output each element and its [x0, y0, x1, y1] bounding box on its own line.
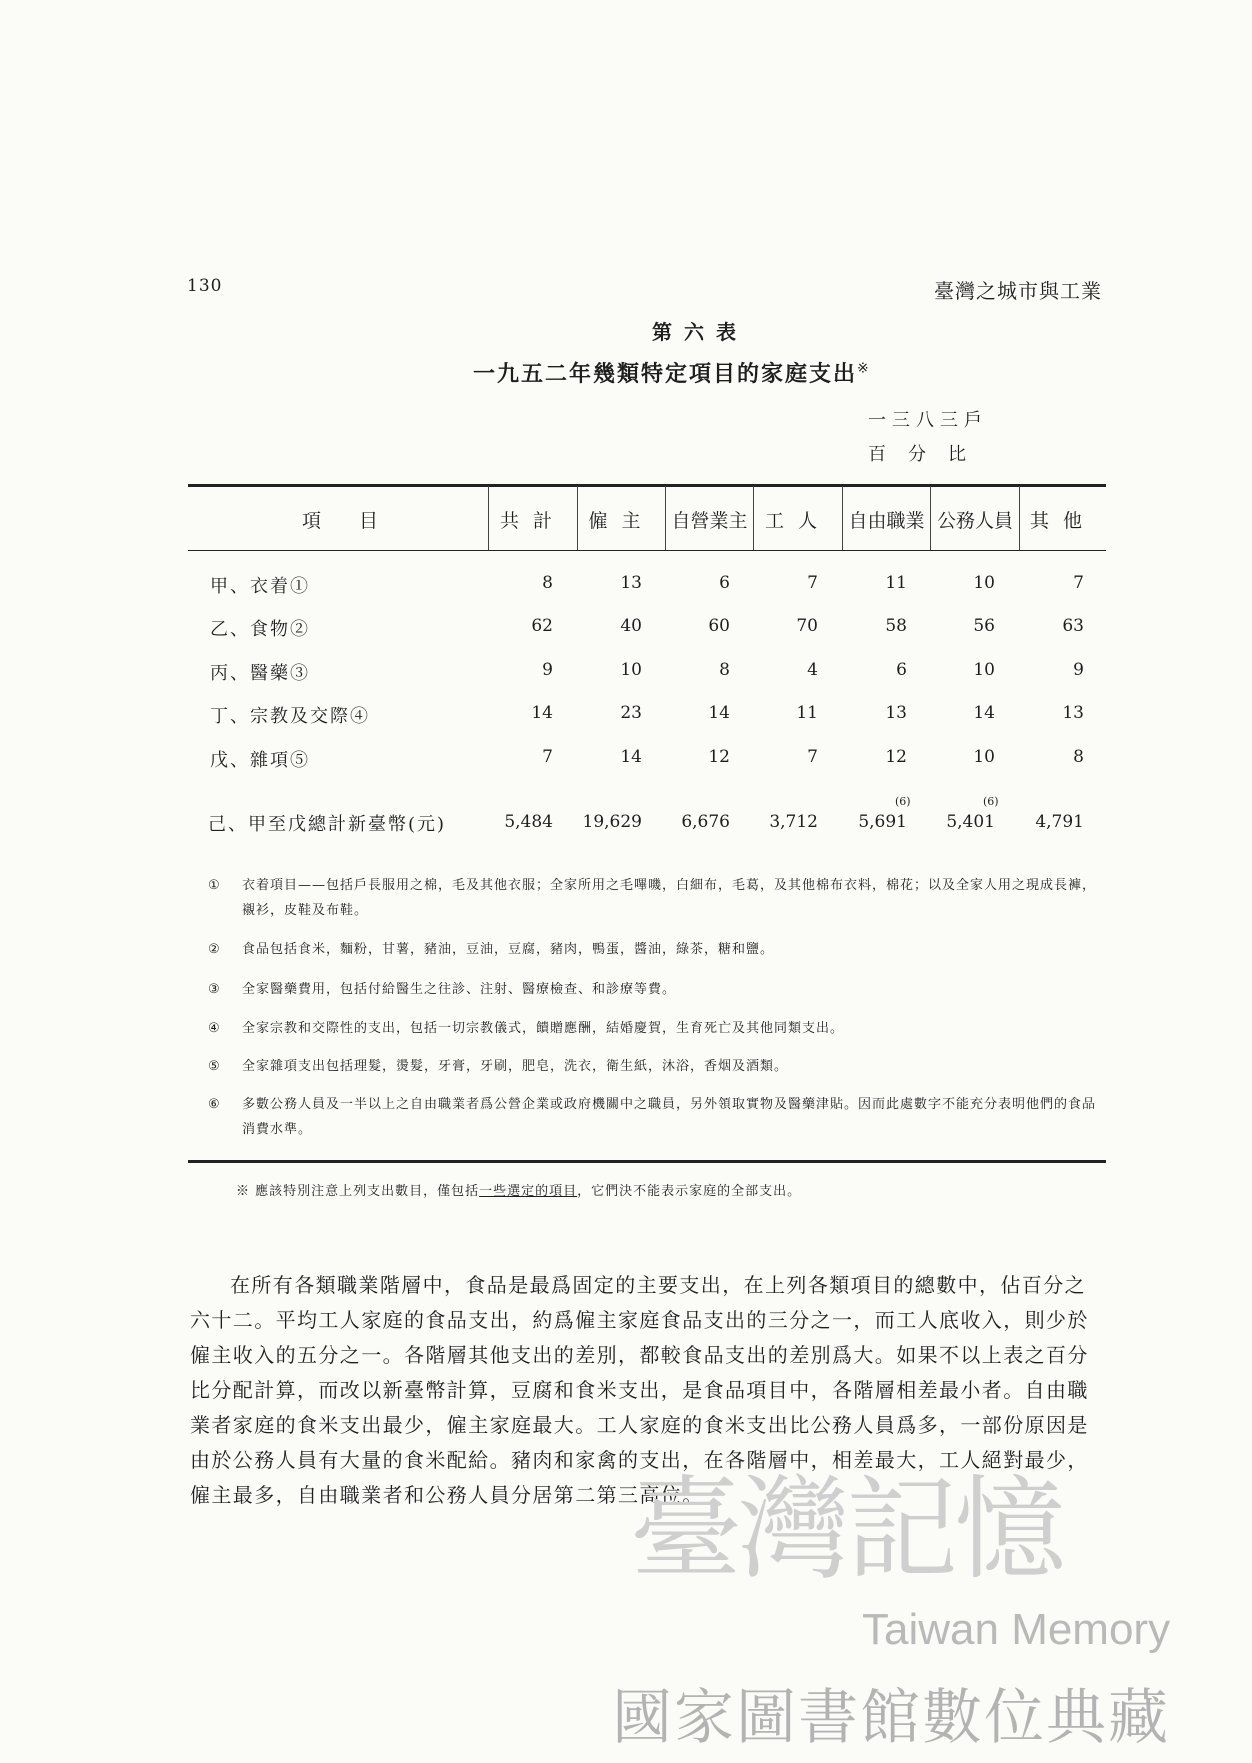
- row-label-religion-social: 丁、宗教及交際④: [210, 706, 370, 727]
- table-cell: 7: [1073, 573, 1084, 593]
- row-label-clothing: 甲、衣着①: [210, 576, 310, 597]
- table-note: [208, 937, 1098, 962]
- note-marker: ②: [208, 942, 220, 957]
- header-professionals: 自由職業: [848, 510, 925, 532]
- table-cell: 19,629: [582, 812, 642, 832]
- table-cell: 3,712: [769, 812, 818, 832]
- body-paragraph: 在所有各類職業階層中，食品是最爲固定的主要支出，在上列各類項目的總數中，佔百分之六十二。平均工人家庭的食品支出，約爲僱主家庭食品支出的三分之一，而工人底收入，則少於僱主收入的五分之一。各階層其他支出的差別，都較食品支出的差別爲大。如果不以上表之百分比分配計算，而改以新臺幣計算，豆腐和食米支出，是食品項目中，各階層相差最小者。自由職業者家庭的食米支出最少，僱主家庭最大。工人家庭的食米支出比公務人員爲多，一部份原因是由於公務人員有大量的食米配給。豬肉和家禽的支出，在各階層中，相差最大，工人絕對最少，僱主最多，自由職業者和公務人員分居第二第三高位。: [190, 1273, 1089, 1507]
- table-cell: 8: [719, 660, 730, 680]
- table-subtitle-text: 一九五二年幾類特定項目的家庭支出: [473, 361, 858, 387]
- table-cell: 12: [708, 747, 730, 767]
- table-cell: 56: [973, 616, 995, 636]
- running-head: 臺灣之城市與工業: [934, 279, 1102, 303]
- table-subtitle-mark: ※: [857, 360, 871, 377]
- table-cell: 13: [620, 573, 642, 593]
- note-marker: ③: [208, 982, 220, 997]
- table-cell: 5,484: [504, 812, 553, 832]
- star-footnote-prefix: ※ 應該特別注意上列支出數目，僅包括: [236, 1184, 480, 1199]
- table-cell: 6,676: [681, 812, 730, 832]
- table-note: [208, 1092, 1098, 1142]
- table-cell: 12: [885, 747, 907, 767]
- note-marker: ①: [208, 878, 220, 893]
- table-cell: 10: [973, 747, 995, 767]
- footnote-ref-6: (6): [895, 795, 911, 808]
- table-cell: 6: [719, 573, 730, 593]
- header-employer: 僱主: [588, 510, 655, 532]
- table-cell: 63: [1062, 616, 1084, 636]
- note-text: 全家醫藥費用，包括付給醫生之往診、注射、醫療檢查、和診療等費。: [242, 982, 677, 997]
- note-text: 全家宗教和交際性的支出，包括一切宗教儀式，饋贈應酬，結婚慶賀，生育死亡及其他同類支出。: [242, 1021, 845, 1036]
- table-cell: 9: [1073, 660, 1084, 680]
- table-cell: 7: [807, 747, 818, 767]
- row-label-misc: 戊、雜項⑤: [210, 750, 310, 771]
- header-workers: 工人: [764, 510, 831, 532]
- table-note: [208, 1054, 1098, 1079]
- table-cell: 62: [531, 616, 553, 636]
- table-cell: 40: [620, 616, 642, 636]
- header-others: 其他: [1029, 510, 1096, 532]
- table-cell: 10: [973, 573, 995, 593]
- table-cell: 10: [620, 660, 642, 680]
- row-label-medical: 丙、醫藥③: [210, 663, 310, 684]
- table-cell: 4: [807, 660, 818, 680]
- star-footnote-suffix: ，它們決不能表示家庭的全部支出。: [577, 1184, 802, 1199]
- footnote-ref-6: (6): [983, 795, 999, 808]
- header-civil-servants: 公務人員: [936, 510, 1013, 532]
- table-cell: 11: [885, 573, 907, 593]
- table-header-rule: [188, 550, 1106, 551]
- watermark-chinese: 國家圖書館數位典藏: [612, 1683, 1170, 1753]
- table-cell: 70: [796, 616, 818, 636]
- table-cell: 7: [542, 747, 553, 767]
- table-cell: 14: [531, 703, 553, 723]
- watermark-logo: 臺灣記憶: [630, 1465, 1062, 1595]
- table-cell: 5,401: [946, 812, 995, 832]
- star-footnote-underlined: 一些選定的項目: [479, 1184, 578, 1199]
- table-cell: 23: [620, 703, 642, 723]
- table-note: [208, 1016, 1098, 1041]
- table-cell: 14: [620, 747, 642, 767]
- table-cell: 10: [973, 660, 995, 680]
- table-cell: 9: [542, 660, 553, 680]
- table-unit: 百分比: [868, 444, 988, 465]
- table-cell: 60: [708, 616, 730, 636]
- table-cell: 11: [796, 703, 818, 723]
- note-marker: ⑤: [208, 1059, 220, 1074]
- table-cell: 14: [708, 703, 730, 723]
- row-label-total: 己、甲至戊總計新臺幣(元): [208, 814, 447, 835]
- note-text: 衣着項目——包括戶長服用之棉，毛及其他衣服；全家所用之毛嗶嘰，白細布，毛葛，及其他棉布衣料，棉花；以及全家人用之現成長褲，襯衫，皮鞋及布鞋。: [242, 878, 1097, 918]
- table-cell: 7: [807, 573, 818, 593]
- table-note: [208, 977, 1098, 1002]
- table-cell: 6: [896, 660, 907, 680]
- table-cell: 14: [973, 703, 995, 723]
- note-marker: ⑥: [208, 1097, 220, 1112]
- note-text: 多數公務人員及一半以上之自由職業者爲公營企業或政府機關中之職員，另外領取實物及醫藥津貼。因而此處數字不能充分表明他們的食品消費水準。: [242, 1097, 1097, 1137]
- note-text: 全家雜項支出包括理髮，燙髮，牙膏，牙刷，肥皂，洗衣，衛生紙，沐浴，香烟及酒類。: [242, 1059, 789, 1074]
- table-note: [208, 873, 1098, 923]
- row-label-food: 乙、食物②: [210, 619, 310, 640]
- note-marker: ④: [208, 1021, 220, 1036]
- star-footnote: [236, 1180, 801, 1199]
- table-households: 一三八三戶: [868, 410, 988, 431]
- header-item: 項 目: [301, 510, 378, 532]
- header-self-employed: 自營業主: [671, 510, 748, 532]
- table-title: 第六表: [652, 320, 748, 344]
- table-cell: 13: [885, 703, 907, 723]
- table-subtitle: [473, 357, 871, 388]
- note-text: 食品包括食米，麵粉，甘薯，豬油，豆油，豆腐，豬肉，鴨蛋，醬油，綠茶，糖和鹽。: [242, 942, 775, 957]
- page-number: 130: [187, 276, 223, 296]
- table-cell: 8: [542, 573, 553, 593]
- table-cell: 58: [885, 616, 907, 636]
- watermark-english: Taiwan Memory: [862, 1605, 1171, 1654]
- header-total: 共計: [499, 510, 566, 532]
- table-cell: 13: [1062, 703, 1084, 723]
- table-cell: 4,791: [1035, 812, 1084, 832]
- table-cell: 5,691: [858, 812, 907, 832]
- table-cell: 8: [1073, 747, 1084, 767]
- table-top-rule: [188, 484, 1106, 487]
- table-bottom-rule: [188, 1160, 1106, 1163]
